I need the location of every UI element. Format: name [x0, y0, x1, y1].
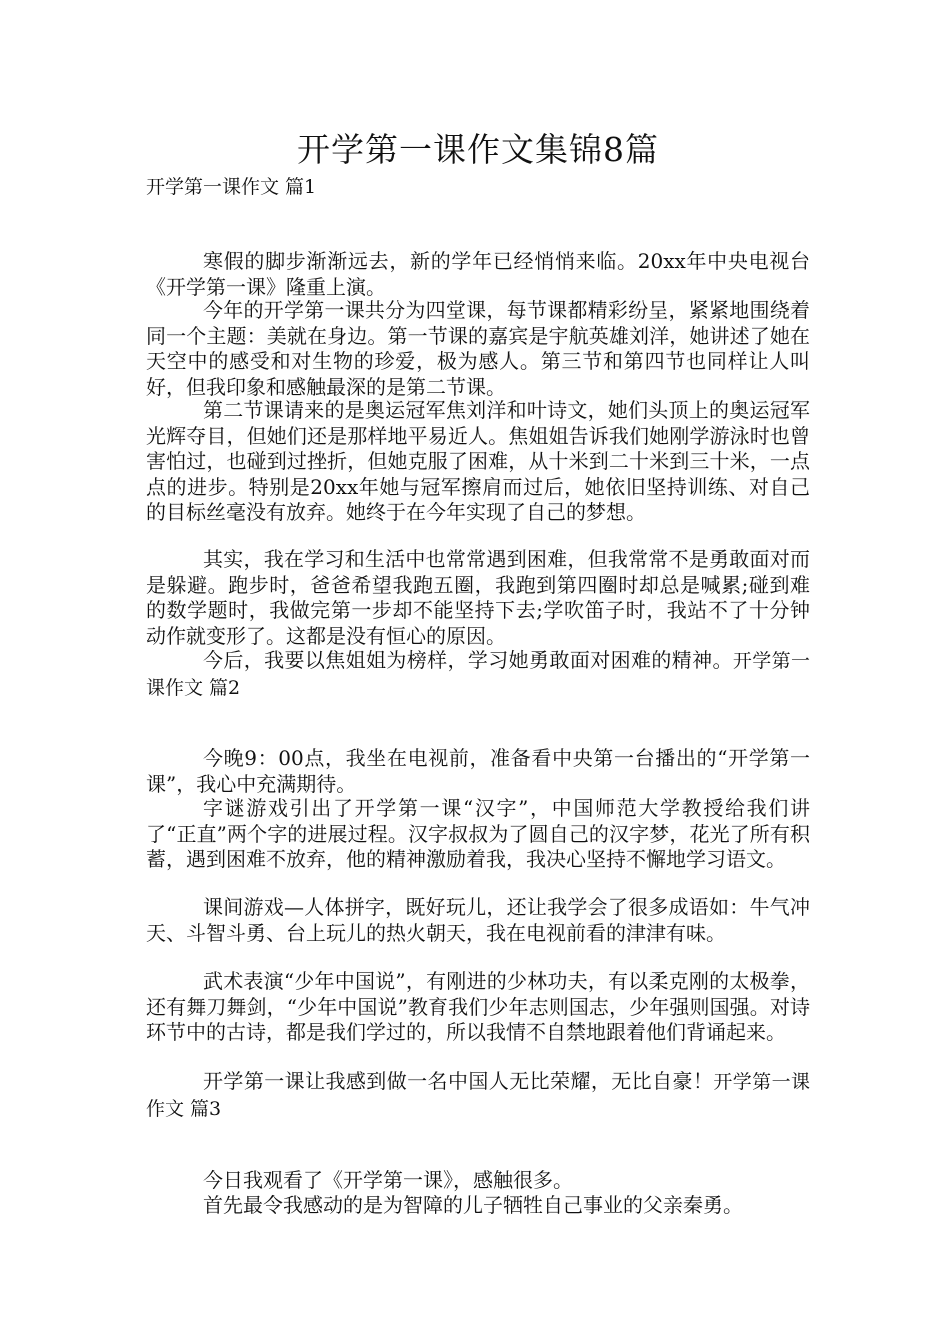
essay-2-paragraph-1: 今晚9：00点，我坐在电视前，准备看中央第一台播出的“开学第一课”，我心中充满期待。	[146, 746, 810, 796]
essay-2-paragraph-5	[146, 1069, 810, 1122]
essay-1-paragraph-4: 其实，我在学习和生活中也常常遇到困难，但我常常不是勇敢面对而是躲避。跑步时，爸爸希望我跑五圈，我跑到第四圈时却总是喊累;碰到难的数学题时，我做完第一步却不能坚持下去;学吹笛子时，我站不了十分钟动作就变形了。这都是没有恒心的原因。	[146, 547, 810, 648]
essay-1-paragraph-5	[146, 648, 810, 701]
essay-2-paragraph-5-text: 开学第一课让我感到做一名中国人无比荣耀，无比自豪！	[203, 1069, 714, 1093]
essay-2-paragraph-4: 武术表演“少年中国说”，有刚进的少林功夫，有以柔克刚的太极拳，还有舞刀舞剑，“少年中国说”教育我们少年志则国志，少年强则国强。对诗环节中的古诗，都是我们学过的，所以我情不自禁地跟着他们背诵起来。	[146, 969, 810, 1044]
essay-2-paragraph-3: 课间游戏—人体拼字，既好玩儿，还让我学会了很多成语如：牛气冲天、斗智斗勇、台上玩儿的热火朝天，我在电视前看的津津有味。	[146, 895, 810, 945]
essay-1-paragraph-3: 第二节课请来的是奥运冠军焦刘洋和叶诗文，她们头顶上的奥运冠军光辉夺目，但她们还是那样地平易近人。焦姐姐告诉我们她刚学游泳时也曾害怕过，也碰到过挫折，但她克服了困难，从十米到二十米到三十米，一点点的进步。特别是20xx年她与冠军擦肩而过后，她依旧坚持训练、对自己的目标丝毫没有放弃。她终于在今年实现了自己的梦想。	[146, 398, 810, 524]
essay-3-paragraph-2: 首先最令我感动的是为智障的儿子牺牲自己事业的父亲秦勇。	[203, 1193, 743, 1217]
essay-1-paragraph-1: 寒假的脚步渐渐远去，新的学年已经悄悄来临。20xx年中央电视台《开学第一课》隆重上演。	[146, 249, 810, 299]
essay-heading-1: 开学第一课作文 篇1	[146, 176, 317, 198]
essay-heading-2: 开学第一课作文 篇2	[146, 650, 810, 699]
essay-3-paragraph-1: 今日我观看了《开学第一课》，感触很多。	[203, 1168, 573, 1192]
document-title: 开学第一课作文集锦8篇	[297, 130, 659, 169]
essay-heading-3: 开学第一课作文 篇3	[146, 1071, 810, 1120]
essay-1-paragraph-5-text: 今后，我要以焦姐姐为榜样，学习她勇敢面对困难的精神。	[203, 648, 733, 672]
essay-1-paragraph-2: 今年的开学第一课共分为四堂课，每节课都精彩纷呈，紧紧地围绕着同一个主题：美就在身边。第一节课的嘉宾是宇航英雄刘洋，她讲述了她在天空中的感受和对生物的珍爱，极为感人。第三节和第四节也同样让人叫好，但我印象和感触最深的是第二节课。	[146, 298, 810, 399]
essay-2-paragraph-2: 字谜游戏引出了开学第一课“汉字”，中国师范大学教授给我们讲了“正直”两个字的进展过程。汉字叔叔为了圆自己的汉字梦，花光了所有积蓄，遇到困难不放弃，他的精神激励着我，我决心坚持不懈地学习语文。	[146, 796, 810, 871]
